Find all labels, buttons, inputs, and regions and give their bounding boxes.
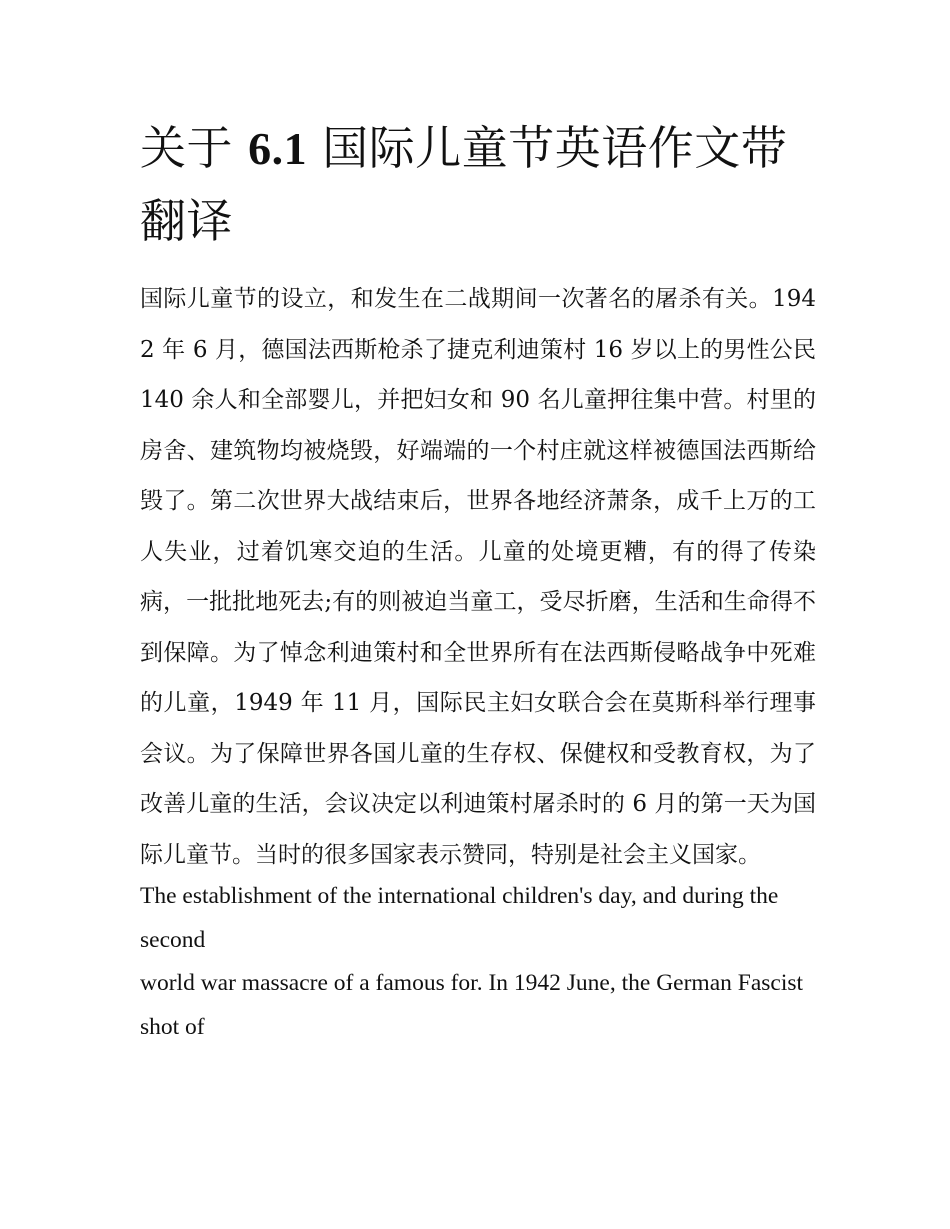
- english-translation: [140, 875, 816, 1049]
- document-title: [140, 112, 816, 258]
- chinese-paragraph: 国际儿童节的设立，和发生在二战期间一次著名的屠杀有关。1942 年 6 月，德国法西斯枪杀了捷克利迪策村 16 岁以上的男性公民 140 余人和全部婴儿，并把妇女和 90 名儿童押往集中营。村里的房舍、建筑物均被烧毁，好端端的一个村庄就这样被德国法西斯给毁了。第二次世界大战结束后，世界各地经济萧条，成千上万的工人失业，过着饥寒交迫的生活。儿童的处境更糟，有的得了传染病，一批批地死去;有的则被迫当童工，受尽折磨，生活和生命得不到保障。为了悼念利迪策村和全世界所有在法西斯侵略战争中死难的儿童，1949 年 11 月，国际民主妇女联合会在莫斯科举行理事会议。为了保障世界各国儿童的生存权、保健权和受教育权，为了改善儿童的生活，会议决定以利迪策村屠杀时的 6 月的第一天为国际儿童节。当时的很多国家表示赞同，特别是社会主义国家。: [140, 286, 816, 868]
- english-paragraph-1: The establishment of the international children's day, and during the second: [140, 883, 779, 953]
- title-number: 6.1: [248, 123, 308, 174]
- document-content: [140, 112, 816, 1049]
- title-prefix: 关于: [140, 121, 249, 175]
- title-rest: 国际儿童节英语作文带翻译: [140, 121, 788, 248]
- english-paragraph-2: world war massacre of a famous for. In 1942 June, the German Fascist shot of: [140, 970, 804, 1040]
